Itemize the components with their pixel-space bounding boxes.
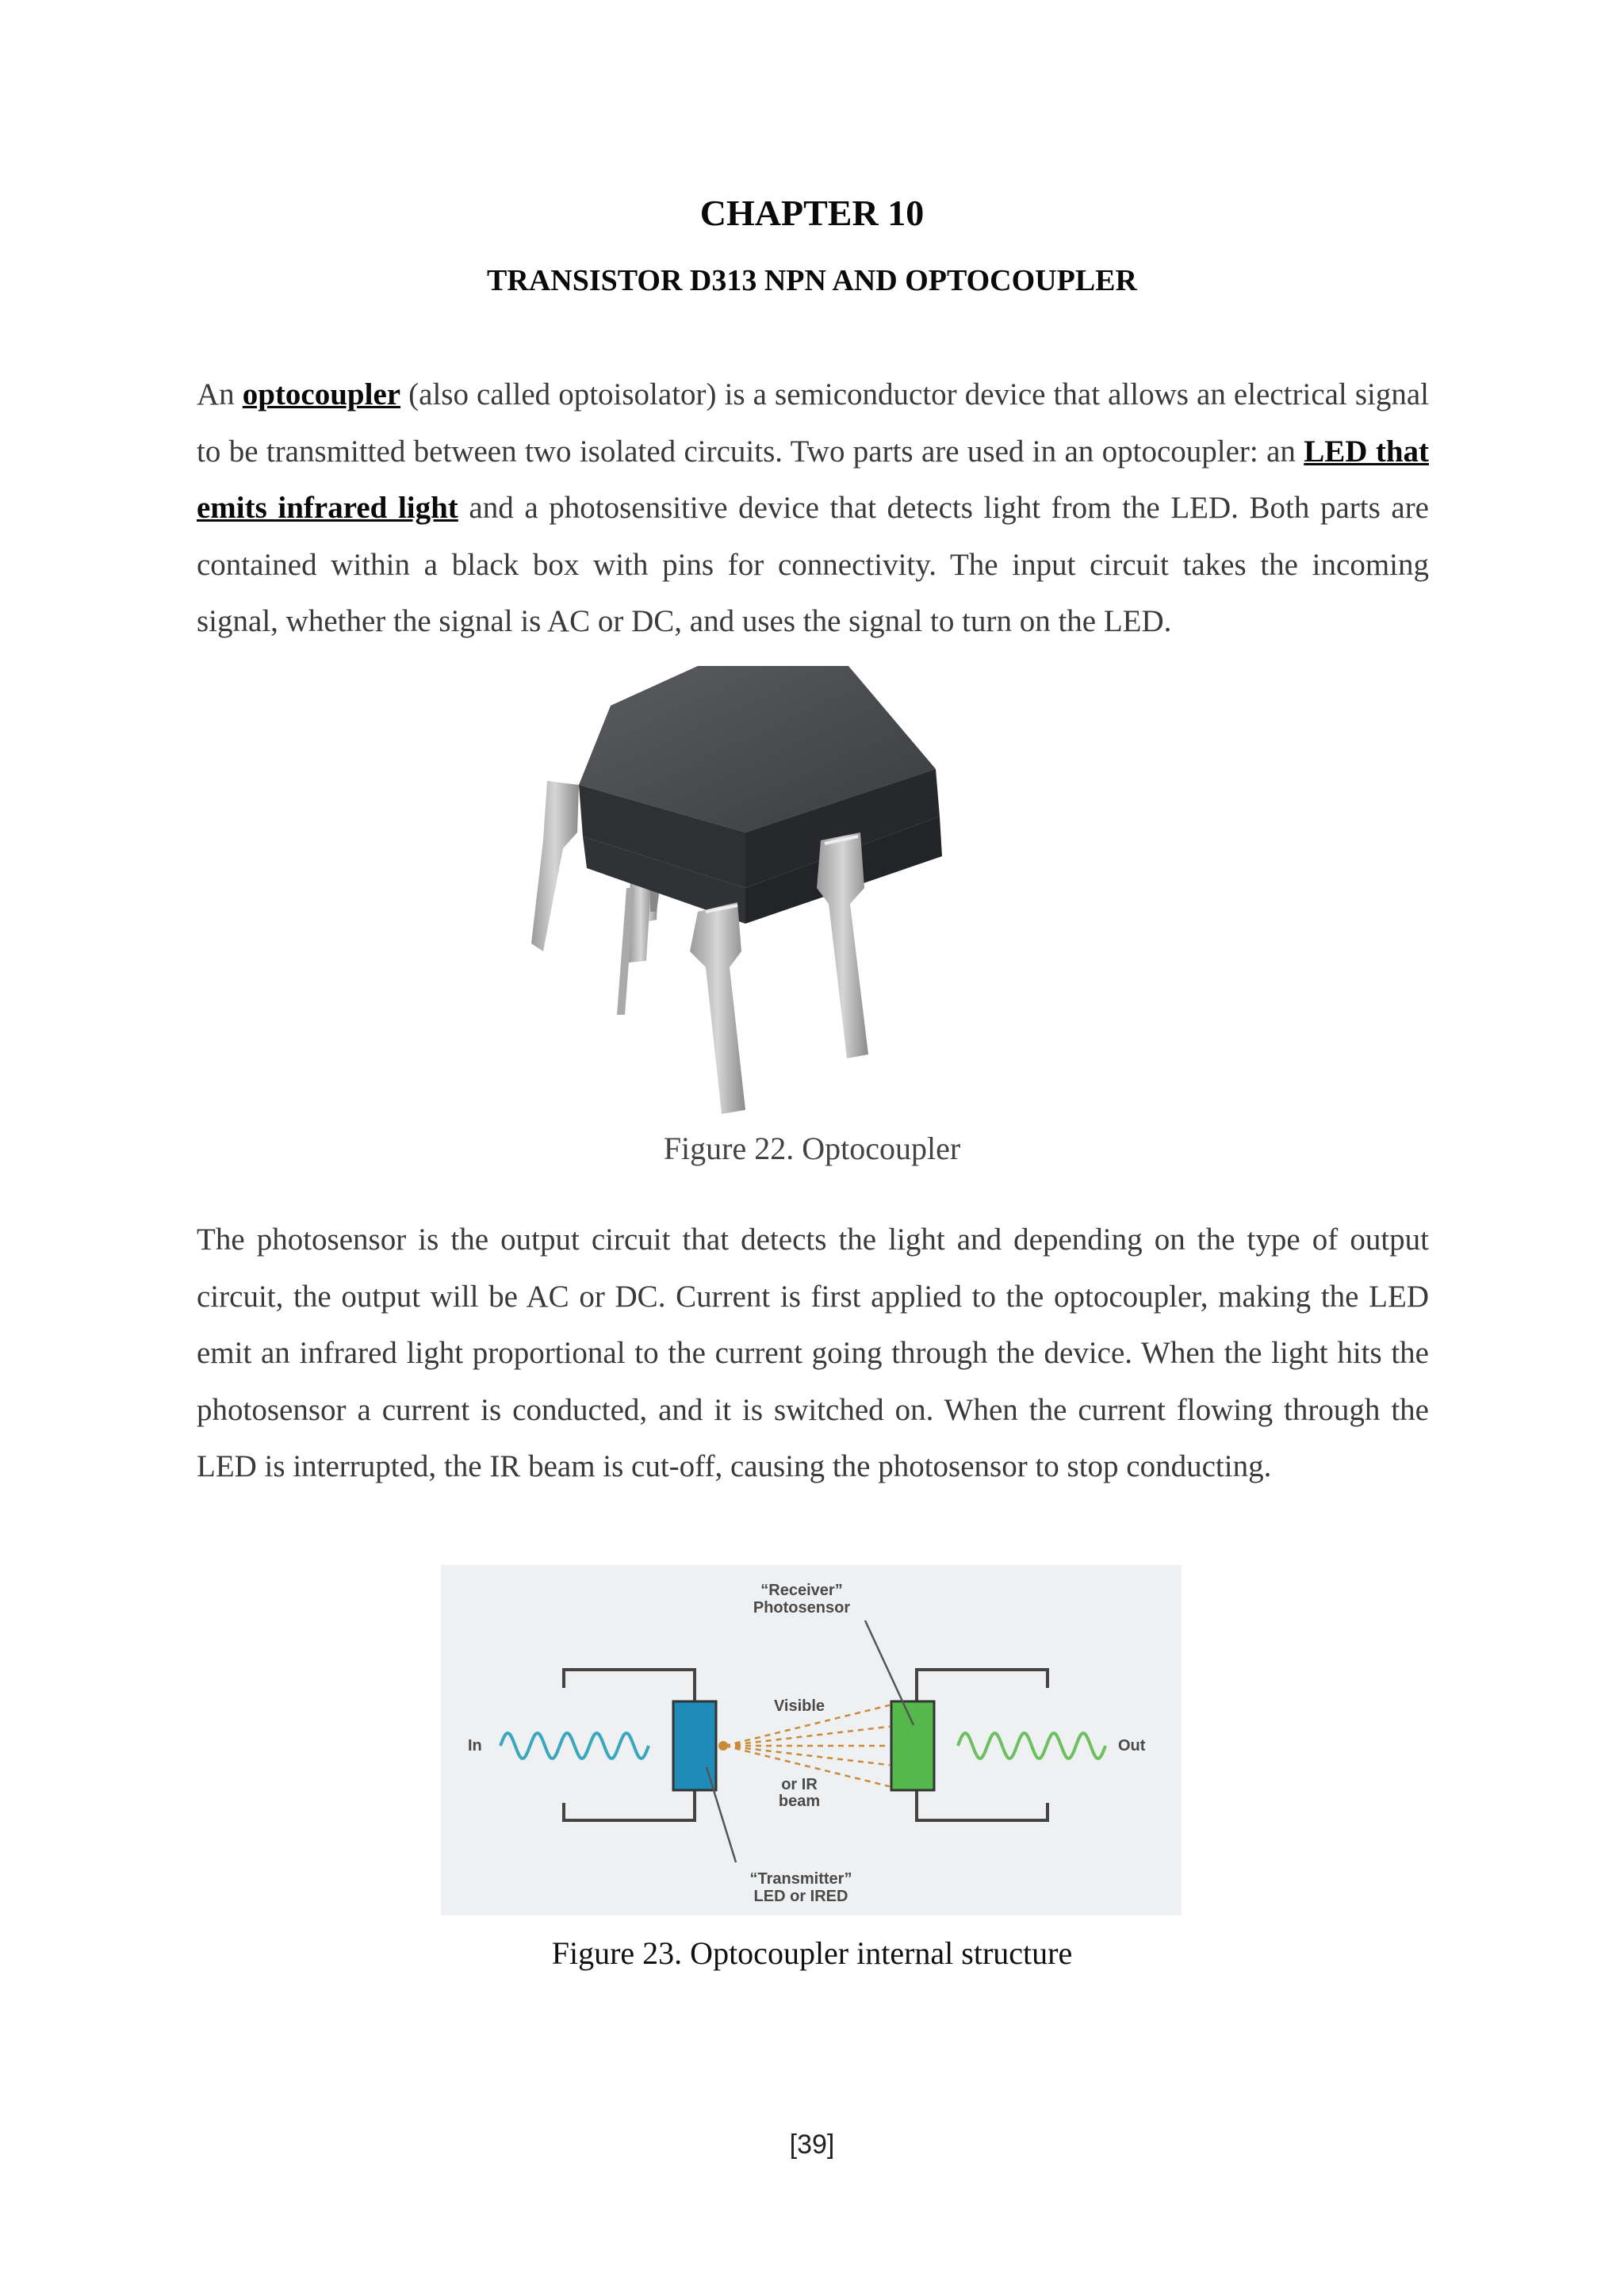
- paragraph-text: An: [197, 377, 243, 411]
- led-or-ired-label: LED or IRED: [753, 1888, 848, 1905]
- led-infrared-link[interactable]: LED that emits infrared light: [197, 434, 1429, 525]
- in-label: In: [468, 1737, 482, 1755]
- intro-paragraph: [197, 366, 1429, 650]
- receiver-label: “Receiver”: [760, 1582, 843, 1599]
- chapter-title: CHAPTER 10: [699, 193, 925, 233]
- optocoupler-structure-diagram: [441, 1565, 1182, 1915]
- optocoupler-link[interactable]: optocoupler: [242, 377, 401, 411]
- figure-23-caption: Figure 23. Optocoupler internal structure: [551, 1935, 1073, 1971]
- chapter-subtitle: TRANSISTOR D313 NPN AND OPTOCOUPLER: [487, 264, 1137, 297]
- or-ir-label: or IR: [781, 1776, 818, 1793]
- visible-label: Visible: [773, 1697, 825, 1715]
- paragraph-text: (also called optoisolator) is a semiconductor device that allows an electrical signal to be transmitted between two isolated circuits. Two parts are used in an optocoupler: an: [197, 377, 1429, 469]
- beam-label: beam: [778, 1793, 821, 1810]
- photosensor-label: Photosensor: [753, 1599, 851, 1617]
- photosensor-block: [891, 1701, 934, 1790]
- led-emitter-dot: [718, 1741, 728, 1751]
- diagram-background: [441, 1565, 1182, 1915]
- page-number: [39]: [789, 2130, 835, 2160]
- paragraph-text: and a photosensitive device that detects light from the LED. Both parts are contained within a black box with pins for connectivity. The input circuit takes the incoming signal, whether the signal is AC or DC, and uses the signal to turn on the LED.: [197, 491, 1429, 638]
- out-label: Out: [1118, 1737, 1146, 1755]
- photosensor-paragraph: The photosensor is the output circuit that detects the light and depending on the type of output circuit, the output will be AC or DC. Current is first applied to the optocoupler, making the LED emit an infrared light proportional to the current going through the device. When the light hits the photosensor a current is conducted, and it is switched on. When the current flowing through the LED is interrupted, the IR beam is cut-off, causing the photosensor to stop conducting.: [197, 1223, 1429, 1483]
- transmitter-label: “Transmitter”: [749, 1870, 852, 1888]
- figure-22-caption: Figure 22. Optocoupler: [663, 1131, 961, 1166]
- optocoupler-image: [508, 650, 1110, 1118]
